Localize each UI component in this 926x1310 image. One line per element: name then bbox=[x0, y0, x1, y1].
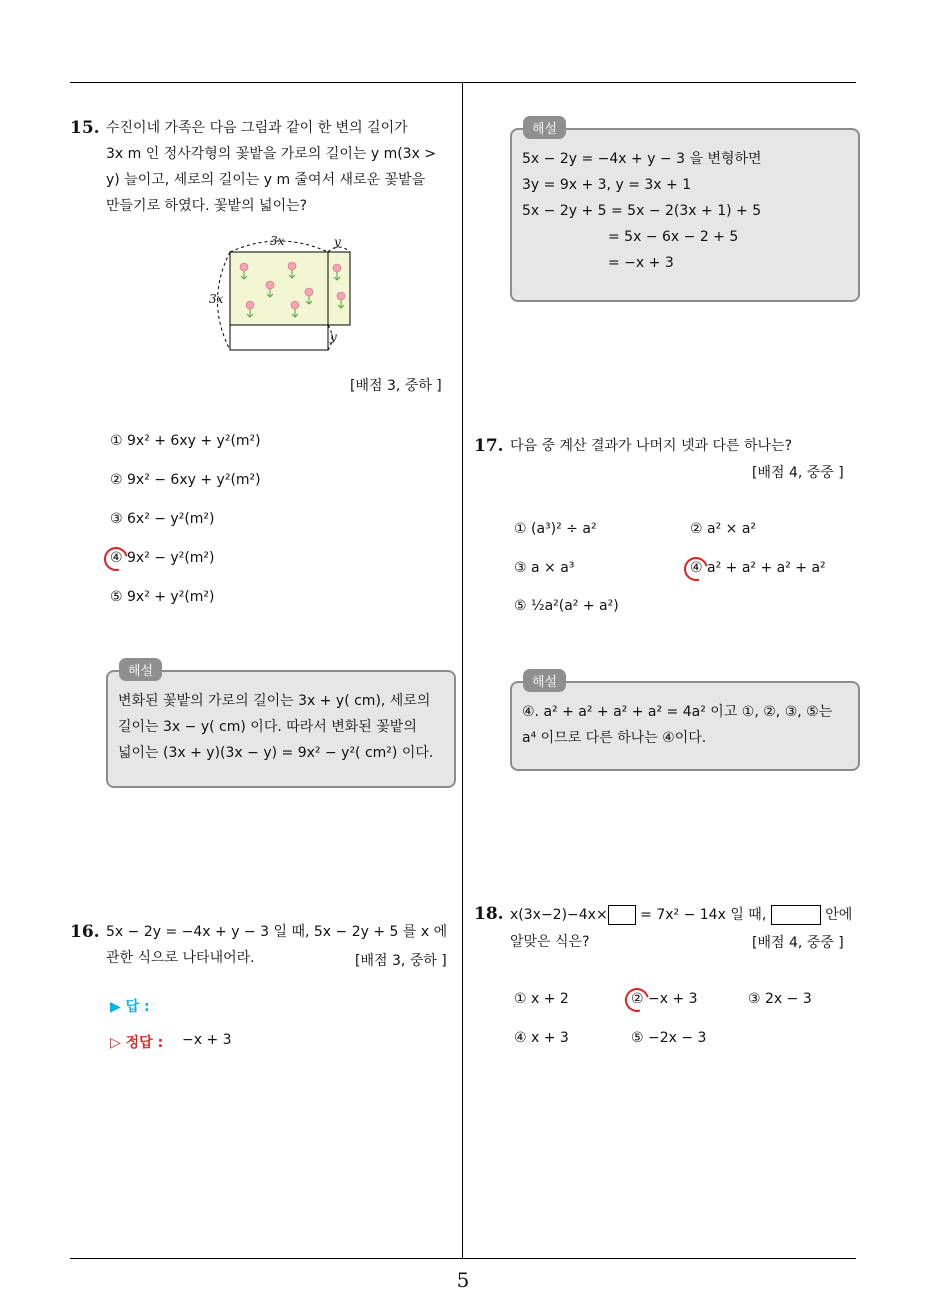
q15-number: 15. bbox=[70, 118, 100, 138]
q15-line: 수진이네 가족은 다음 그림과 같이 한 변의 길이가 bbox=[106, 120, 408, 136]
q17-number: 17. bbox=[474, 436, 504, 456]
page-number: 5 bbox=[456, 1268, 470, 1292]
q15-choice-3[interactable]: ③ 6x² − y²(m²) bbox=[110, 511, 215, 527]
q18-choice-5[interactable]: ⑤ −2x − 3 bbox=[631, 1030, 707, 1046]
q16-explanation-tag: 해설 bbox=[523, 116, 566, 139]
q17-choice-1[interactable]: ① (a³)² ÷ a² bbox=[514, 521, 597, 537]
q17-explanation-tag: 해설 bbox=[523, 669, 566, 692]
q16-correct-label: ▷ 정답 : bbox=[110, 1035, 164, 1051]
q18-text-b: = 7x² − 14x 일 때, bbox=[640, 907, 767, 923]
q15-line: y) 늘이고, 세로의 길이는 y m 줄여서 새로운 꽃밭을 bbox=[106, 172, 426, 188]
q18-line2: 알맞은 식은? bbox=[510, 934, 590, 950]
q15-choice-5[interactable]: ⑤ 9x² + y²(m²) bbox=[110, 589, 215, 605]
explanation-line: 5x − 2y + 5 = 5x − 2(3x + 1) + 5 bbox=[522, 203, 762, 219]
explanation-line: 넓이는 (3x + y)(3x − y) = 9x² − y²( cm²) 이다. bbox=[118, 745, 434, 761]
answer-mark-circle bbox=[100, 543, 133, 576]
figure-left-label: 3x bbox=[209, 292, 224, 306]
q16-points: [배점 3, 중하 ] bbox=[355, 953, 447, 969]
figure-top-right-label: y bbox=[334, 235, 341, 249]
q15-choice-4[interactable]: ④ 9x² − y²(m²) bbox=[110, 550, 215, 566]
q15-text bbox=[106, 115, 456, 219]
figure-top-label: 3x bbox=[270, 234, 285, 248]
q16-answer-label: ▶ 답 : bbox=[110, 999, 150, 1015]
answer-mark-circle bbox=[680, 553, 713, 586]
explanation-line: 길이는 3x − y( cm) 이다. 따라서 변화된 꽃밭의 bbox=[118, 719, 417, 735]
q18-line1 bbox=[510, 902, 852, 928]
q18-choice-3[interactable]: ③ 2x − 3 bbox=[748, 991, 812, 1007]
q17-choice-5[interactable]: ⑤ ½a²(a² + a²) bbox=[514, 598, 619, 614]
figure-bottom-right-label: y bbox=[330, 330, 337, 344]
q18-choice-1[interactable]: ① x + 2 bbox=[514, 991, 569, 1007]
q15-explanation-tag: 해설 bbox=[119, 658, 162, 681]
q17-choice-2[interactable]: ② a² × a² bbox=[690, 521, 757, 537]
q18-choice-2[interactable]: ② −x + 3 bbox=[631, 991, 698, 1007]
explanation-line: 3y = 9x + 3, y = 3x + 1 bbox=[522, 177, 692, 193]
q17-explanation-text bbox=[522, 699, 852, 751]
blank-box bbox=[608, 905, 636, 925]
q18-number: 18. bbox=[474, 904, 504, 924]
q18-points: [배점 4, 중중 ] bbox=[752, 935, 844, 951]
q15-explanation-text bbox=[118, 688, 448, 766]
q17-text: 다음 중 계산 결과가 나머지 넷과 다른 하나는? bbox=[510, 438, 793, 454]
q16-number: 16. bbox=[70, 922, 100, 942]
bottom-rule bbox=[70, 1258, 856, 1259]
q15-line: 만들기로 하였다. 꽃밭의 넓이는? bbox=[106, 198, 308, 214]
q18-text-c: 안에 bbox=[825, 907, 853, 923]
q15-line: 3x m 인 정사각형의 꽃밭을 가로의 길이는 y m(3x > bbox=[106, 146, 437, 162]
explanation-line: a⁴ 이므로 다른 하나는 ④이다. bbox=[522, 730, 707, 746]
q18-text-a: x(3x−2)−4x× bbox=[510, 907, 608, 923]
q16-line: 5x − 2y = −4x + y − 3 일 때, 5x − 2y + 5 를 x 에 bbox=[106, 924, 448, 940]
q17-points: [배점 4, 중중 ] bbox=[752, 465, 844, 481]
q16-correct-value: −x + 3 bbox=[182, 1032, 232, 1048]
explanation-line: 5x − 2y = −4x + y − 3 을 변형하면 bbox=[522, 151, 762, 167]
q18-choice-4[interactable]: ④ x + 3 bbox=[514, 1030, 569, 1046]
q15-points: [배점 3, 중하 ] bbox=[350, 378, 442, 394]
explanation-line: = 5x − 6x − 2 + 5 bbox=[608, 229, 739, 245]
q17-choice-3[interactable]: ③ a × a³ bbox=[514, 560, 575, 576]
q16-line: 관한 식으로 나타내어라. bbox=[106, 950, 255, 966]
blank-box bbox=[771, 905, 821, 925]
q15-choice-1[interactable]: ① 9x² + 6xy + y²(m²) bbox=[110, 433, 261, 449]
answer-mark-circle bbox=[621, 984, 654, 1017]
explanation-line: = −x + 3 bbox=[608, 255, 674, 271]
q15-choice-2[interactable]: ② 9x² − 6xy + y²(m²) bbox=[110, 472, 261, 488]
q17-choice-4[interactable]: ④ a² + a² + a² + a² bbox=[690, 560, 826, 576]
q16-explanation-text bbox=[522, 146, 852, 276]
explanation-line: 변화된 꽃밭의 가로의 길이는 3x + y( cm), 세로의 bbox=[118, 693, 431, 709]
explanation-line: ④. a² + a² + a² + a² = 4a² 이고 ①, ②, ③, ⑤는 bbox=[522, 704, 833, 720]
column-divider bbox=[462, 83, 463, 1258]
top-rule bbox=[70, 82, 856, 83]
